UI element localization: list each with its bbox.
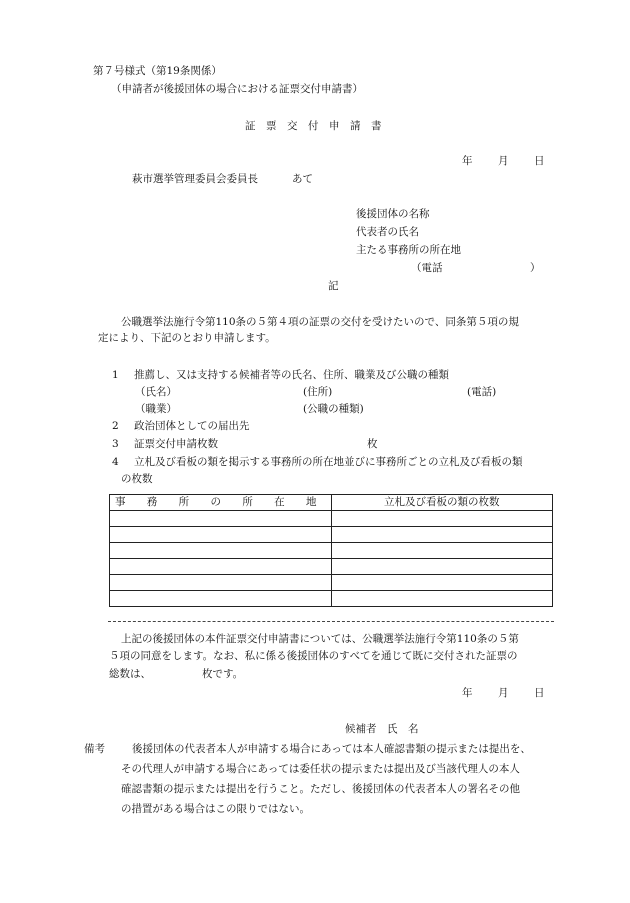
sign-count-cell[interactable]	[331, 543, 553, 559]
document-title: 証 票 交 付 申 請 書	[245, 120, 382, 132]
consent-date-year: 年	[462, 687, 473, 699]
consent-total-suffix: 枚です。	[202, 668, 244, 680]
item-1-number: 1	[112, 369, 119, 381]
table-row	[110, 591, 553, 607]
item-3-unit: 枚	[367, 438, 378, 450]
sign-count-cell[interactable]	[331, 591, 553, 607]
remarks-label: 備考	[84, 743, 105, 755]
intro-line-1: 公職選挙法施行令第110条の５第４項の証票の交付を受けたいので、同条第５項の規	[121, 316, 519, 328]
org-name-label: 後援団体の名称	[356, 208, 430, 220]
item-3-text: 証票交付申請枚数	[134, 438, 218, 450]
item-4-number: 4	[112, 456, 119, 468]
ki-marker: 記	[328, 280, 339, 292]
remarks-line-3: 確認書類の提示または提出を行うこと。ただし、後援団体の代表者本人の署名その他	[121, 783, 520, 795]
applicant-phone-close: ）	[530, 262, 541, 274]
candidate-name-label: （氏名）	[135, 386, 177, 398]
office-address-cell[interactable]	[110, 543, 332, 559]
table-row	[110, 511, 553, 527]
col-office-address: 事 務 所 の 所 在 地	[110, 495, 332, 511]
candidate-phone-label: (電話)	[467, 386, 497, 398]
remarks-line-2: その代理人が申請する場合にあっては委任状の提示または提出及び当該代理人の本人	[121, 763, 520, 775]
representative-label: 代表者の氏名	[356, 226, 419, 238]
sign-count-cell[interactable]	[331, 559, 553, 575]
candidate-office-type-label: (公職の種類)	[303, 403, 364, 415]
addressee-name: 萩市選挙管理委員会委員長	[132, 173, 258, 185]
date-month: 月	[498, 155, 509, 167]
remarks-line-4: の措置がある場合はこの限りではない。	[121, 803, 310, 815]
table-row	[110, 575, 553, 591]
addressee-suffix: あて	[292, 173, 313, 185]
form-number: 第７号様式（第19条関係）	[93, 65, 222, 77]
office-signs-table	[109, 494, 553, 607]
office-address-cell[interactable]	[110, 527, 332, 543]
item-2-text: 政治団体としての届出先	[134, 420, 250, 432]
office-address-label: 主たる事務所の所在地	[356, 244, 461, 256]
sign-count-cell[interactable]	[331, 511, 553, 527]
item-4-text-line-2: の枚数	[121, 473, 153, 485]
office-address-cell[interactable]	[110, 559, 332, 575]
item-3-number: 3	[112, 438, 119, 450]
office-address-cell[interactable]	[110, 591, 332, 607]
office-address-cell[interactable]	[110, 511, 332, 527]
candidate-occupation-label: （職業）	[135, 403, 177, 415]
item-2-number: 2	[112, 420, 119, 432]
table-row	[110, 543, 553, 559]
date-day: 日	[534, 155, 545, 167]
applicant-phone-label: （電話	[411, 262, 443, 274]
sign-count-cell[interactable]	[331, 527, 553, 543]
consent-date-month: 月	[498, 687, 509, 699]
consent-line-1: 上記の後援団体の本件証票交付申請書については、公職選挙法施行令第110条の５第	[121, 633, 519, 645]
form-subtitle: （申請者が後援団体の場合における証票交付申請書）	[111, 83, 363, 95]
remarks-line-1: 後援団体の代表者本人が申請する場合にあっては本人確認書類の提示または提出を、	[132, 743, 531, 755]
table-row	[110, 527, 553, 543]
col-sign-count: 立札及び看板の類の枚数	[331, 495, 553, 511]
consent-date-day: 日	[534, 687, 545, 699]
sign-count-cell[interactable]	[331, 575, 553, 591]
office-address-cell[interactable]	[110, 575, 332, 591]
table-header-row	[110, 495, 553, 511]
item-1-text: 推薦し、又は支持する候補者等の氏名、住所、職業及び公職の種類	[134, 369, 449, 381]
date-year: 年	[462, 155, 473, 167]
consent-line-2: ５項の同意をします。なお、私に係る後援団体のすべてを通じて既に交付された証票の	[109, 650, 518, 662]
candidate-address-label: (住所)	[303, 386, 333, 398]
item-4-text-line-1: 立札及び看板の類を掲示する事務所の所在地並びに事務所ごとの立札及び看板の類	[134, 456, 523, 468]
table-row	[110, 559, 553, 575]
consent-total-prefix: 総数は、	[109, 668, 151, 680]
intro-line-2: 定により、下記のとおり申請します。	[98, 332, 276, 344]
cut-line-divider	[108, 621, 554, 622]
candidate-signature-label: 候補者 氏 名	[345, 723, 419, 735]
